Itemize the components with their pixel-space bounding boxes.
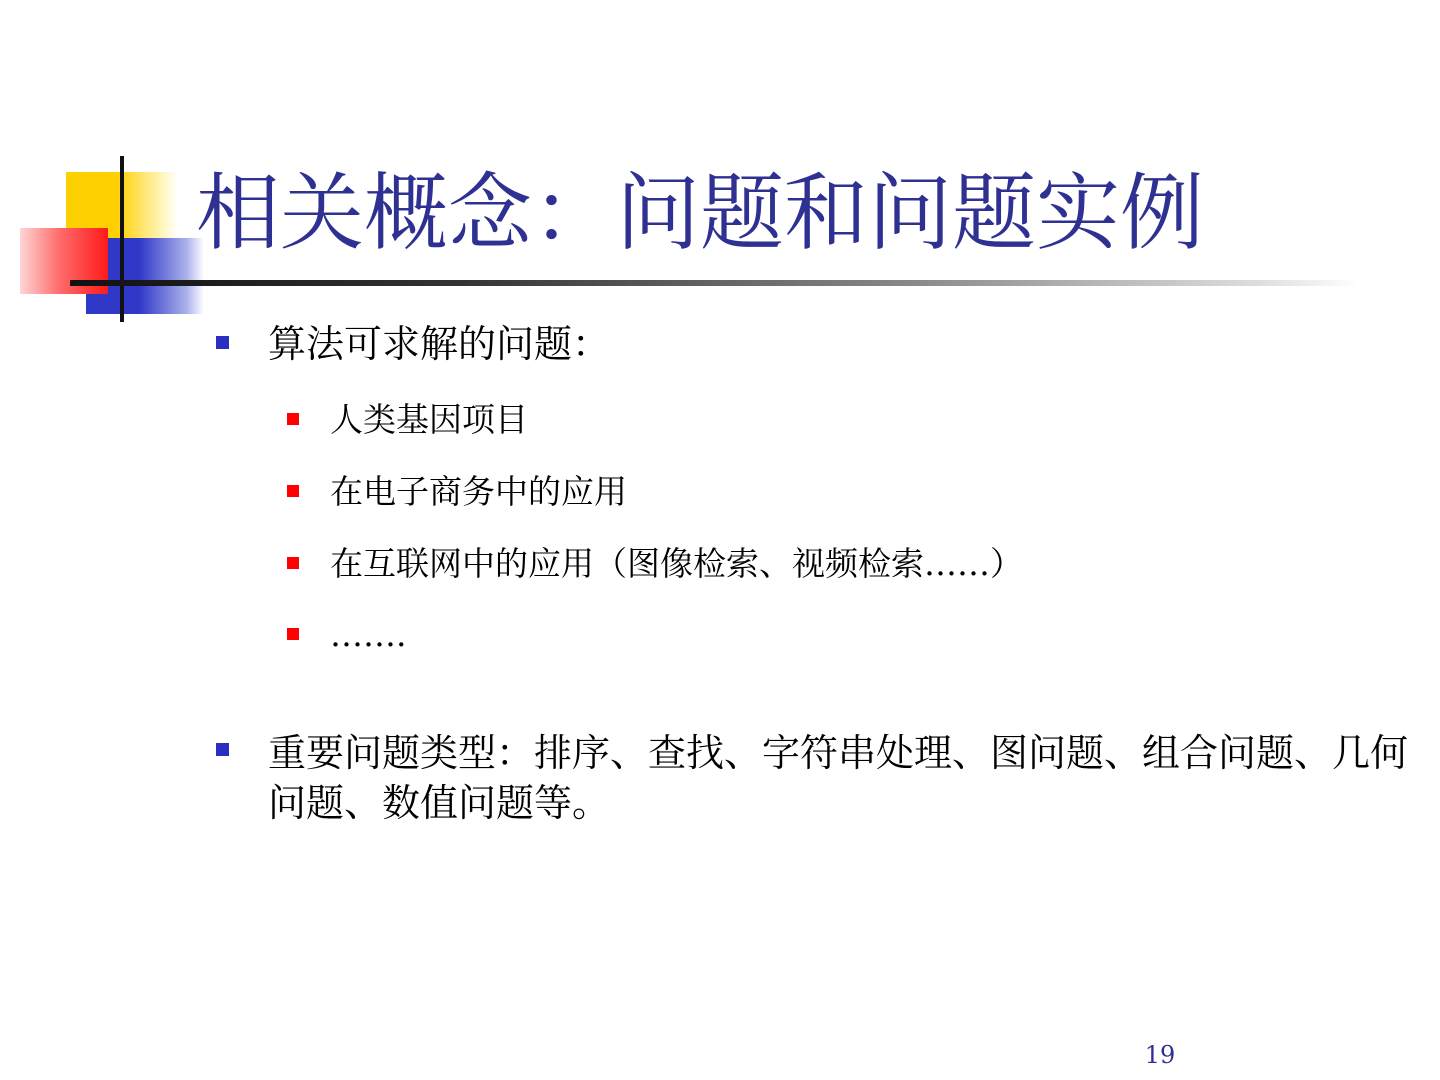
logo-vertical-line	[120, 156, 124, 322]
title-underline	[70, 280, 1360, 286]
sub-bullet-marker	[287, 557, 299, 569]
sub-bullet-marker	[287, 485, 299, 497]
bullet-marker	[216, 336, 229, 349]
bullet-text: 重要问题类型：排序、查找、字符串处理、图问题、组合问题、几何问题、数值问题等。	[268, 731, 1409, 825]
sub-bullet-text: …….	[330, 615, 407, 654]
bullet-marker	[216, 743, 229, 756]
sub-bullet-marker	[287, 628, 299, 640]
slide-title: 相关概念：问题和问题实例	[196, 164, 1205, 262]
sub-bullet-text: 在电子商务中的应用	[330, 472, 627, 511]
sub-bullet-marker	[287, 413, 299, 425]
sub-bullet-text: 人类基因项目	[330, 400, 528, 439]
sub-bullet-text: 在互联网中的应用（图像检索、视频检索……）	[330, 544, 1023, 583]
bullet-text: 算法可求解的问题：	[268, 322, 611, 366]
page-number: 19	[1144, 1041, 1176, 1069]
